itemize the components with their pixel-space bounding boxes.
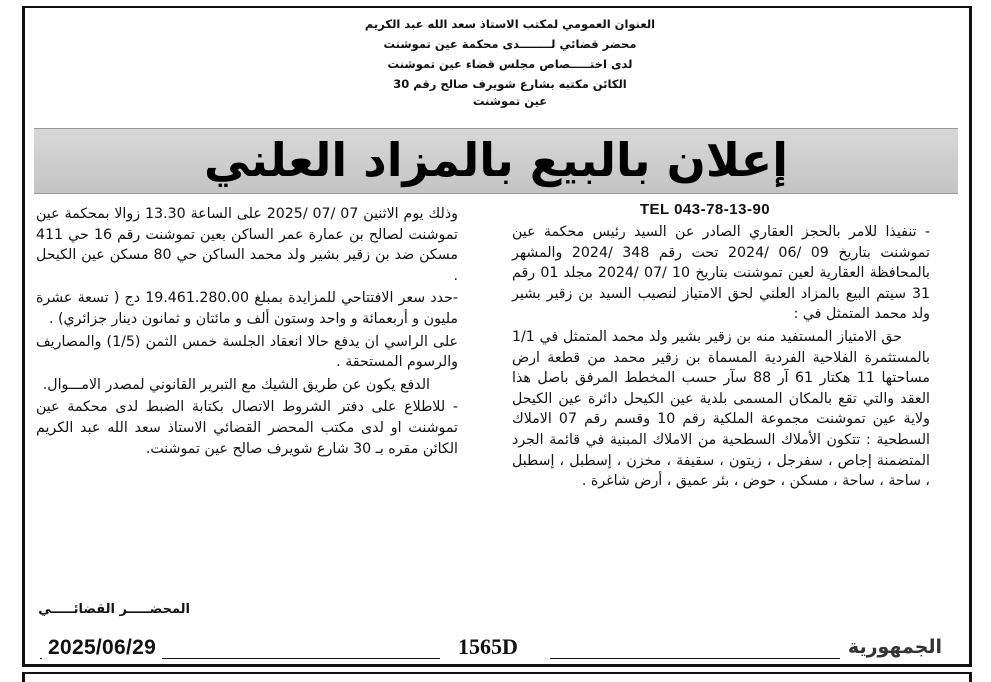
- paragraph: - للاطلاع على دفتر الشروط الاتصال بكتابة الضبط لدى محكمة عين تموشنت او لدى مكتب المحضر القضائي الاستاذ سعد الله عبد الكريم الكائن مقره بـ 30 شارع شويرف صالح عين تموشنت.: [36, 399, 458, 457]
- next-notice-edge: [0, 668, 991, 682]
- bailiff-header: [300, 14, 720, 108]
- publication-date: 2025/06/29: [42, 636, 162, 660]
- header-line: لدى اختـــــصاص مجلس قضاء عين تموشنت: [387, 57, 633, 71]
- top-rule: [22, 6, 972, 8]
- paragraph: حق الامتياز المستفيد منه بن زقير بشير ولد محمد المتمثل في 1/1 بالمستثمرة الفلاحية الفردية المسماة بن زقير محمد من قطعة ارض مساحتها 11 هكتار 61 آر 88 سآر حسب المخطط المرفق باصل هذا العقد والتي تقع بالمكان المسمى بلدية عين الكيحل دائرة عين الكيحل ولاية عين تموشنت مجموعة الملكية رقم 10 وقسم رقم 07 الاملاك السطحية : تتكون الأملاك السطحية من الاملاك المبنية في قائمة الجرد المتضمنة إجاص ، سفرجل ، زيتون ، سقيفة ، مخزن ، إسطبل ، إسطبل ، ساحة ، ساحة ، مسكن ، حوض ، بئر عميق ، أرض شاغرة .: [512, 328, 930, 490]
- footer-rule: [550, 658, 840, 659]
- right-column: [512, 222, 930, 494]
- next-notice-frame: [22, 672, 972, 682]
- newspaper-logo: الجمهورية: [845, 636, 945, 658]
- bottom-rule: [22, 664, 972, 667]
- header-line: محضر قضائي لــــــــدى محكمة عين تموشنت: [383, 37, 637, 51]
- paragraph: على الراسي ان يدفع حالا انعقاد الجلسة خمس الثمن (1/5) والمصاريف والرسوم المستحقة .: [36, 333, 458, 371]
- bailiff-signature: المحضـــــر القضائـــــي: [38, 602, 190, 617]
- paragraph: الدفع يكون عن طريق الشيك مع التبرير القانوني لمصدر الامـــوال.: [42, 376, 430, 393]
- header-line: عين تموشنت: [472, 94, 548, 108]
- paragraph: وذلك يوم الاثنين 07 /07 /2025 على الساعة 13.30 زوالا بمحكمة عين تموشنت لصالح بن عمارة عمر الساكن بعين تموشنت رقم 16 حي 411 مسكن ضد بن زقير بشير ولد محمد الساكن حي 80 مسكن عين الكيحل .: [36, 206, 458, 284]
- header-line: الكائن مكتبه بشارع شويرف صالح رقم 30: [393, 77, 627, 91]
- telephone-number: TEL 043-78-13-90: [639, 201, 771, 218]
- header-line: العنوان العمومي لمكتب الاستاذ سعد الله عبد الكريم: [364, 17, 656, 31]
- left-column: [36, 204, 458, 461]
- paragraph: - تنفيذا للامر بالحجز العقاري الصادر عن السيد رئيس محكمة عين تموشنت بتاريخ 09 /06 /2024 تحت رقم 348 /2024 والمشهر بالمحافظة العقارية لعين تموشنت بتاريخ 10 /07 /2024 مجلد 01 رقم 31 سيتم البيع بالمزاد العلني لحق الامتياز لنصيب السيد بن زقير بشير ولد محمد المتمثل في :: [512, 224, 930, 323]
- notice-title: إعلان بالبيع بالمزاد العلني: [204, 133, 788, 187]
- paragraph: -حدد سعر الافتتاحي للمزايدة بمبلغ 19.461.280.00 دج ( تسعة عشرة مليون و أربعمائة و واحد وستون ألف و مائتان و ثمانون دينار جزائري) .: [36, 290, 458, 327]
- notice-code: 1565D: [452, 634, 524, 660]
